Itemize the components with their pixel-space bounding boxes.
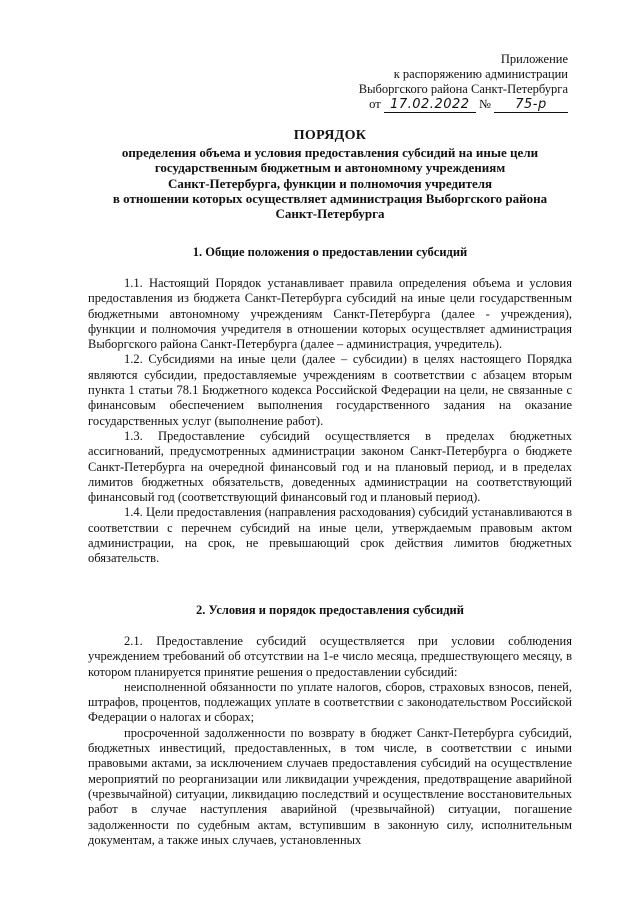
approval-header: [268, 52, 568, 113]
paragraph-1-1: 1.1. Настоящий Порядок устанавливает правила определения объема и условия предоставления из бюджета Санкт-Петербурга субсидий на иные цели государственным бюджетными автономному учреждениям Санкт-Петербурга (далее - учреждения), функции и полномочия учредителя в отношении которых осуществляет администрация Выборгского района Санкт-Петербурга (далее – администрация, учредитель).: [88, 276, 572, 352]
title-line-3: Санкт-Петербурга, функции и полномочия учредителя: [167, 175, 493, 191]
handwritten-number: 75-р: [494, 98, 568, 113]
title-line-4: в отношении которых осуществляет администрация Выборгского района: [112, 190, 548, 206]
paragraph-1-3: 1.3. Предоставление субсидий осуществляется в пределах бюджетных ассигнований, предусмотренных администрации законом Санкт-Петербурга о бюджете Санкт-Петербурга на очередной финансовый год и на плановый период, и в пределах лимитов бюджетных обязательств, доведенных администрации на соответствующий финансовый год (соответствующий финансовый год и плановый период).: [88, 428, 572, 505]
section-1-body: [88, 276, 572, 567]
title-main: ПОРЯДОК: [293, 128, 367, 143]
document-title: [80, 128, 580, 221]
header-appendix: Приложение: [500, 52, 568, 66]
title-line-5: Санкт-Петербурга: [275, 206, 385, 222]
date-prefix: от: [369, 97, 381, 111]
header-order-ref: к распоряжению администрации: [393, 67, 568, 81]
section-1-heading: 1. Общие положения о предоставлении субсидий: [192, 245, 468, 259]
handwritten-date: 17.02.2022: [384, 98, 476, 113]
paragraph-2-1-b: просроченной задолженности по возврату в бюджет Санкт-Петербурга субсидий, бюджетных инвестиций, предоставленных, в том числе, в соответствии с иными правовыми актами, за исключением случаев предоставления субсидий на осуществление мероприятий по реорганизации или ликвидации учреждения, предотвращение аварийной (чрезвычайной) ситуации, ликвидацию последствий и осуществление восстановительных работ в случае наступления аварийной (чрезвычайной) ситуации, погашение задолженности по судебным актам, вступившим в законную силу, исполнительным документам, а также иных случаев, установленных: [88, 725, 572, 847]
paragraph-2-1-a: неисполненной обязанности по уплате налогов, сборов, страховых взносов, пеней, штрафов, процентов, подлежащих уплате в соответствии с законодательством Российской Федерации о налогах и сборах;: [88, 679, 572, 725]
header-district: Выборгского района Санкт-Петербурга: [358, 82, 568, 96]
title-line-2: государственным бюджетным и автономному учреждениям: [154, 160, 506, 176]
paragraph-1-4: 1.4. Цели предоставления (направления расходования) субсидий устанавливаются в соответствии с перечнем субсидий на иные цели, утверждаемым правовым актом администрации, на срок, не превышающий срок действия лимитов бюджетных обязательств.: [88, 505, 572, 566]
paragraph-2-1: 2.1. Предоставление субсидий осуществляется при условии соблюдения учреждением требований об отсутствии на 1-е число месяца, предшествующего месяцу, в котором планируется принятие решения о предоставлении субсидий:: [88, 634, 572, 679]
header-date-number: [268, 97, 568, 113]
number-prefix: №: [478, 97, 491, 111]
section-2-body: [88, 634, 572, 848]
section-2-heading: 2. Условия и порядок предоставления субсидий: [196, 603, 464, 617]
title-line-1: определения объема и условия предоставления субсидий на иные цели: [121, 145, 539, 161]
paragraph-1-2: 1.2. Субсидиями на иные цели (далее – субсидии) в целях настоящего Порядка являются субсидии, предоставляемые учреждениям в соответствии с абзацем вторым пункта 1 статьи 78.1 Бюджетного кодекса Российской Федерации на цели, не связанные с финансовым обеспечением выполнения государственного задания на оказание государственных услуг (выполнение работ).: [88, 352, 572, 428]
